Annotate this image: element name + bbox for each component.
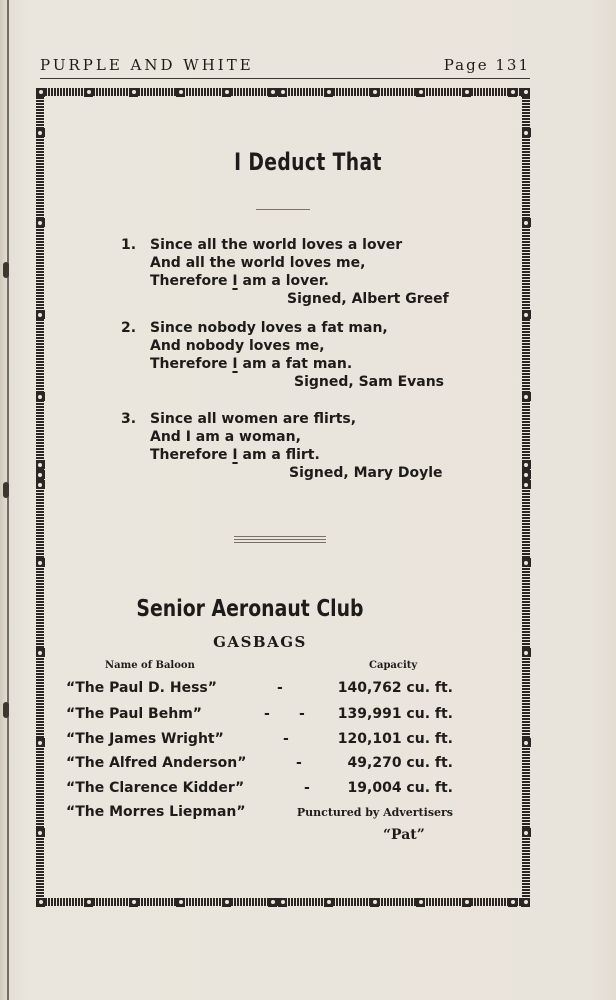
verse-line: Since all women are flirts, (150, 411, 357, 427)
balloon-name: “The James Wright” (66, 731, 224, 747)
border-rosette-ornament (522, 310, 531, 319)
border-rosette-ornament (268, 898, 277, 907)
border-rosette-ornament (268, 88, 277, 97)
border-rosette-ornament (176, 88, 185, 97)
border-rosette-ornament (36, 392, 45, 401)
double-rule (234, 536, 326, 537)
border-rosette-ornament (416, 88, 425, 97)
border-rosette-ornament (370, 898, 379, 907)
border-rosette-ornament (522, 480, 531, 489)
verse-conclusion: Therefore I am a flirt. (150, 447, 320, 463)
border-rosette-ornament (36, 898, 45, 907)
binding-stitch (3, 482, 9, 498)
border-rosette-ornament (176, 898, 185, 907)
page-number: Page 131 (443, 56, 530, 74)
verse-line: Since all the world loves a lover (150, 237, 403, 253)
border-rosette-ornament (36, 480, 45, 489)
verse-conclusion: Therefore I am a fat man. (150, 356, 353, 372)
border-rosette-ornament (522, 648, 531, 657)
column-header-capacity: Capacity (369, 660, 418, 671)
capacity-value: 49,270 cu. ft. (347, 755, 453, 771)
border-rosette-ornament (222, 88, 231, 97)
double-rule (234, 539, 326, 540)
publication-title: PURPLE AND WHITE (40, 56, 254, 74)
capacity-note: Punctured by Advertisers (296, 806, 453, 819)
table-row (0, 804, 616, 828)
verse-number: 2. (121, 320, 137, 336)
border-rosette-ornament (522, 460, 531, 469)
capacity-value: 19,004 cu. ft. (347, 780, 453, 796)
border-rosette-ornament (370, 88, 379, 97)
border-rosette-ornament (36, 558, 45, 567)
verse-line: And all the world loves me, (150, 255, 366, 271)
border-rosette-ornament (36, 128, 45, 137)
author-signature: “Pat” (383, 827, 425, 843)
border-rosette-ornament (129, 898, 138, 907)
running-header (40, 56, 530, 79)
balloon-name: “The Clarence Kidder” (66, 780, 245, 796)
verse-conclusion: Therefore I am a lover. (150, 273, 329, 289)
emphasized-i: I (232, 273, 238, 289)
border-rosette-ornament (521, 898, 530, 907)
border-rosette-ornament (522, 128, 531, 137)
verse-signature: Signed, Sam Evans (294, 374, 445, 390)
table-row (0, 780, 616, 804)
border-rosette-ornament (36, 828, 45, 837)
border-rosette-ornament (278, 88, 287, 97)
section-title-deduct: I Deduct That (234, 148, 382, 176)
border-rosette-ornament (508, 898, 517, 907)
border-rosette-ornament (522, 558, 531, 567)
border-rosette-ornament (522, 470, 531, 479)
divider-rule (256, 209, 310, 210)
verse-signature: Signed, Mary Doyle (289, 465, 443, 481)
verse-line: And nobody loves me, (150, 338, 325, 354)
capacity-value: 120,101 cu. ft. (337, 731, 453, 747)
balloon-name: “The Morres Liepman” (66, 804, 246, 820)
border-rosette-ornament (508, 88, 517, 97)
leader-dash: - (304, 780, 310, 796)
table-row (0, 731, 616, 755)
border-rosette-ornament (278, 898, 287, 907)
table-row (0, 755, 616, 779)
border-rosette-ornament (324, 898, 333, 907)
emphasized-i: I (232, 447, 238, 463)
emphasized-i: I (232, 356, 238, 372)
border-rosette-ornament (324, 88, 333, 97)
verse-signature: Signed, Albert Greef (287, 291, 449, 307)
capacity-value: 140,762 cu. ft. (337, 680, 453, 696)
section-title-aeronaut: Senior Aeronaut Club (136, 596, 364, 622)
leader-dash: - - (264, 706, 305, 722)
section-subtitle: GASBAGS (213, 633, 307, 651)
leader-dash: - (277, 680, 283, 696)
binding-stitch (3, 262, 9, 278)
border-rosette-ornament (462, 88, 471, 97)
border-rosette-ornament (36, 470, 45, 479)
border-rosette-ornament (36, 218, 45, 227)
border-rosette-ornament (522, 828, 531, 837)
capacity-value: 139,991 cu. ft. (337, 706, 453, 722)
verse-number: 3. (121, 411, 137, 427)
column-header-name: Name of Baloon (105, 660, 195, 671)
page-spine (7, 0, 9, 1000)
border-rosette-ornament (36, 310, 45, 319)
border-rosette-ornament (416, 898, 425, 907)
verse-line: Since nobody loves a fat man, (150, 320, 388, 336)
border-rosette-ornament (129, 88, 138, 97)
balloon-name: “The Paul Behm” (66, 706, 202, 722)
leader-dash: - (296, 755, 302, 771)
border-rosette-ornament (521, 88, 530, 97)
border-rosette-ornament (36, 648, 45, 657)
border-rosette-ornament (222, 898, 231, 907)
border-rosette-ornament (84, 898, 93, 907)
border-rosette-ornament (522, 218, 531, 227)
border-rosette-ornament (462, 898, 471, 907)
border-rosette-ornament (36, 88, 45, 97)
balloon-name: “The Alfred Anderson” (66, 755, 247, 771)
verse-line: And I am a woman, (150, 429, 301, 445)
balloon-name: “The Paul D. Hess” (66, 680, 217, 696)
verse-number: 1. (121, 237, 137, 253)
leader-dash: - (283, 731, 289, 747)
table-row (0, 706, 616, 730)
border-rosette-ornament (84, 88, 93, 97)
double-rule (234, 542, 326, 543)
border-rosette-ornament (522, 392, 531, 401)
table-row (0, 680, 616, 704)
border-rosette-ornament (36, 460, 45, 469)
